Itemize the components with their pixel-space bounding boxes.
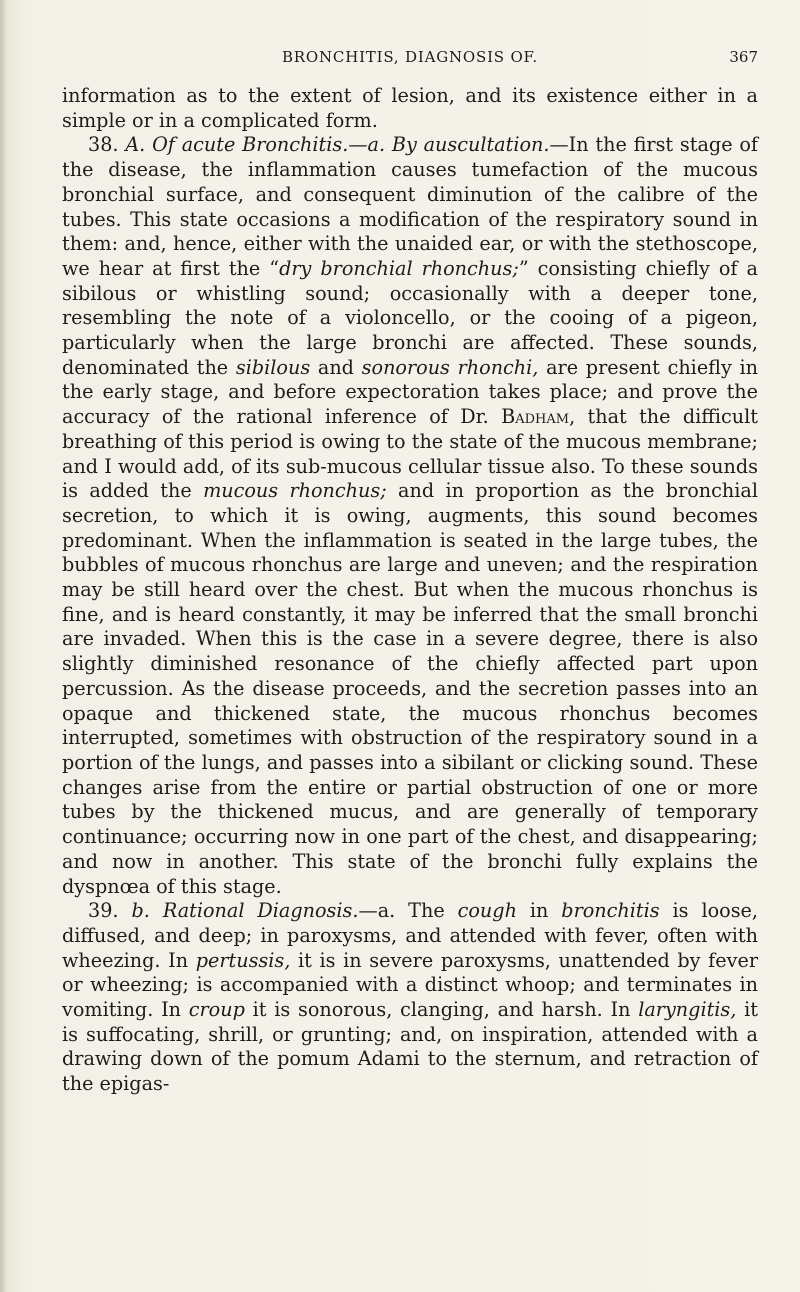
section-number: 39. — [88, 899, 119, 923]
section-heading: Of acute Bronchitis. — [152, 133, 349, 157]
running-head — [62, 48, 758, 70]
section-letter: b. — [131, 899, 150, 923]
subsection-heading: By auscultation. — [391, 133, 550, 157]
section-number: 38. — [88, 133, 119, 157]
running-title: BRONCHITIS, DIAGNOSIS OF. — [281, 48, 538, 66]
section-heading: Rational Diagnosis. — [162, 899, 359, 923]
paragraph-continuation: information as to the extent of lesion, and its existence either in a simple or in a complicated form. — [62, 84, 758, 132]
page-number: 367 — [729, 48, 758, 66]
section-letter: A. — [125, 133, 146, 157]
paragraph-39: 39. b. Rational Diagnosis.—a. The cough in bronchitis is loose, diffused, and deep; in paroxysms, and attended with fever, often with wheezing. In pertussis, it is in severe paroxysms, unattended by fever or wheezing; is accompanied with a distinct whoop; and terminates in vomiting. In croup it is sonorous, clanging, and harsh. In laryngitis, it is suffocating, shrill, or grunting; and, on inspiration, attended with a drawing down of the pomum Adami to the sternum, and retraction of the epigas- — [62, 899, 759, 1096]
subsection-letter: —a. — [348, 133, 386, 157]
gutter-shadow — [0, 0, 6, 1292]
author-name: Badham — [501, 405, 570, 429]
paragraph-38: 38. A. Of acute Bronchitis.—a. By auscultation.—In the first stage of the disease, the inflammation causes tumefaction of the mucous bronchial surface, and consequent diminution of the calibre of the tubes. This state occasions a modification of the respiratory sound in them: and, hence, either with the unaided ear, or with the stethoscope, we hear at first the “dry bronchial rhonchus;” consisting chiefly of a sibilous or whistling sound; occasionally with a deeper tone, resembling the note of a violoncello, or the cooing of a pigeon, particularly when the large bronchi are affected. These sounds, denominated the sibilous and sonorous rhonchi, are present chiefly in the early stage, and before expectoration takes place; and prove the accuracy of the rational inference of Dr. Badham, that the difficult breathing of this period is owing to the state of the mucous membrane; and I would add, of its sub-mucous cellular tissue also. To these sounds is added the mucous rhonchus; and in proportion as the bronchial secretion, to which it is owing, augments, this sound becomes predominant. When the inflammation is seated in the large tubes, the bubbles of mucous rhonchus are large and uneven; and the respiration may be still heard over the chest. But when the mucous rhonchus is fine, and is heard constantly, it may be inferred that the small bronchi are invaded. When this is the case in a severe degree, there is also slightly diminished resonance of the chiefly affected part upon percussion. As the disease proceeds, and the secretion passes into an opaque and thickened state, the mucous rhonchus becomes interrupted, sometimes with obstruction of the respiratory sound in a portion of the lungs, and passes into a sibilant or clicking sound. These changes arise from the entire or partial obstruction of one or more tubes by the thickened mucus, and are generally of temporary continuance; occurring now in one part of the chest, and disappearing; and now in another. This state of the bronchi fully explains the dyspnœa of this stage. — [62, 133, 759, 898]
body-text — [62, 84, 758, 1097]
